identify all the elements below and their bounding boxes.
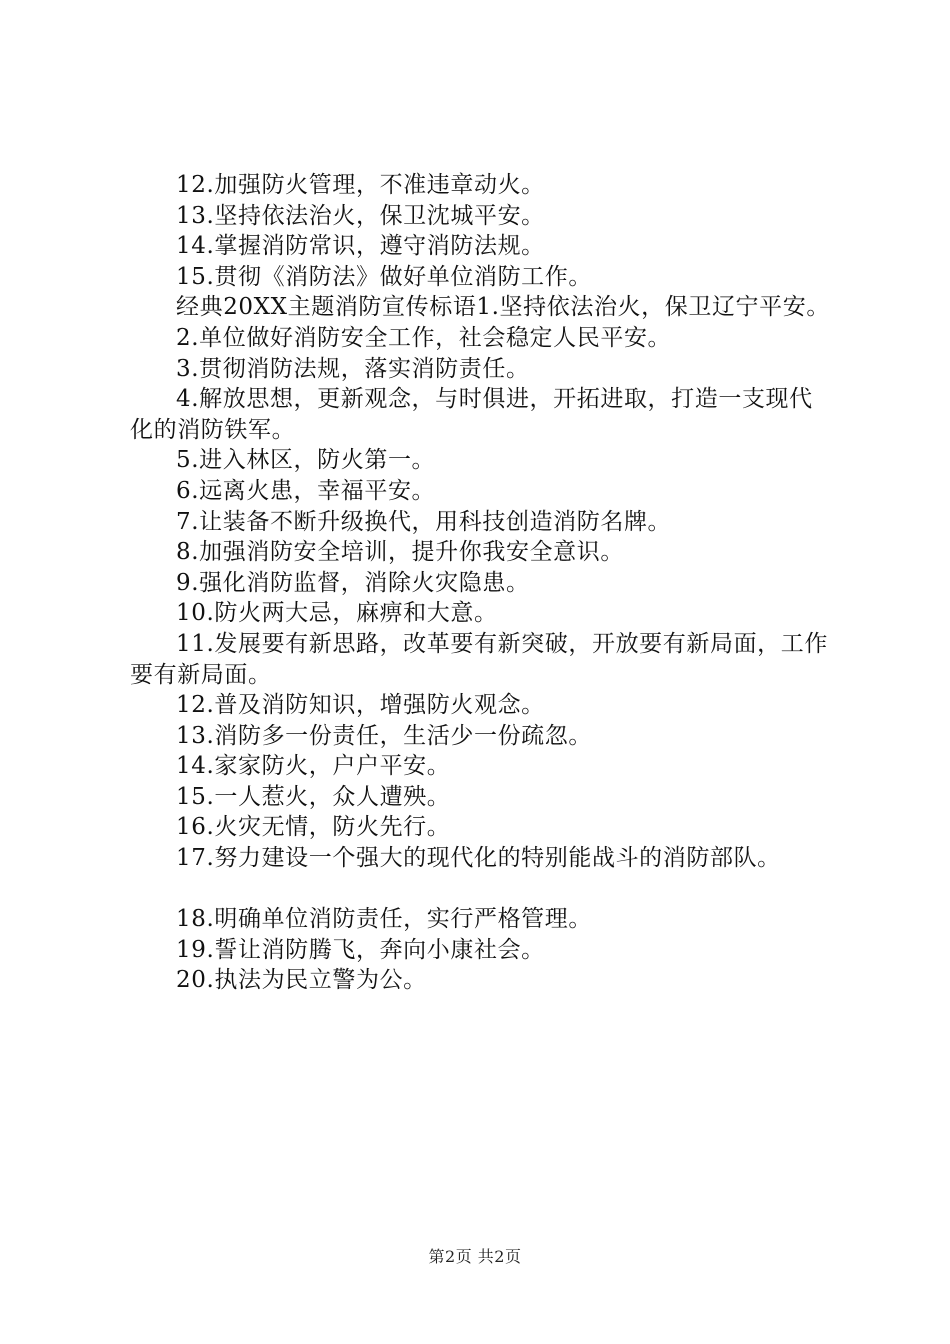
paragraph-2: 13.坚持依法治火，保卫沈城平安。 (176, 202, 545, 229)
paragraph-9: 5.进入林区，防火第一。 (176, 447, 436, 474)
paragraph-7: 3.贯彻消防法规，落实消防责任。 (176, 355, 530, 382)
paragraph-24: 20.执法为民立警为公。 (176, 967, 427, 994)
page-footer: 第2页 共2页 (428, 1247, 522, 1266)
paragraph-11: 7.让装备不断升级换代，用科技创造消防名牌。 (176, 508, 672, 535)
paragraph-17: 13.消防多一份责任，生活少一份疏忽。 (176, 722, 592, 749)
paragraph-18: 14.家家防火，户户平安。 (176, 753, 451, 780)
document-body (130, 170, 830, 996)
paragraph-3: 14.掌握消防常识，遵守消防法规。 (176, 233, 545, 260)
paragraph-13: 9.强化消防监督，消除火灾隐患。 (176, 569, 530, 596)
paragraph-1: 12.加强防火管理，不准违章动火。 (176, 172, 545, 198)
paragraph-19: 15.一人惹火，众人遭殃。 (176, 783, 451, 810)
paragraph-5: 经典20XX主题消防宣传标语1.坚持依法治火，保卫辽宁平安。 (176, 294, 830, 321)
paragraph-12: 8.加强消防安全培训，提升你我安全意识。 (176, 539, 624, 566)
paragraph-22: 18.明确单位消防责任，实行严格管理。 (176, 906, 592, 933)
paragraph-20: 16.火灾无情，防火先行。 (176, 814, 451, 841)
blank-line (130, 874, 830, 905)
paragraph-4: 15.贯彻《消防法》做好单位消防工作。 (176, 263, 592, 290)
paragraph-16: 12.普及消防知识，增强防火观念。 (176, 692, 545, 719)
paragraph-21: 17.努力建设一个强大的现代化的特别能战斗的消防部队。 (176, 845, 781, 872)
paragraph-23: 19.誓让消防腾飞，奔向小康社会。 (176, 936, 545, 963)
paragraph-14: 10.防火两大忌，麻痹和大意。 (176, 600, 498, 627)
paragraph-8: 4.解放思想，更新观念，与时俱进，开拓进取，打造一支现代化的消防铁军。 (130, 386, 813, 443)
paragraph-6: 2.单位做好消防安全工作，社会稳定人民平安。 (176, 324, 672, 351)
paragraph-10: 6.远离火患，幸福平安。 (176, 477, 436, 504)
paragraph-15: 11.发展要有新思路，改革要有新突破，开放要有新局面，工作要有新局面。 (130, 630, 828, 688)
